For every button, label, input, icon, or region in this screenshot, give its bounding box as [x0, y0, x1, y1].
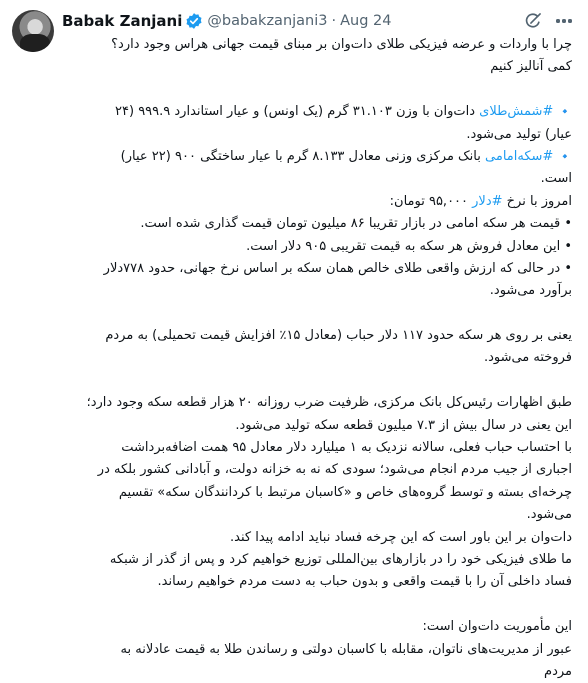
avatar[interactable]	[12, 10, 54, 52]
text-line: برآورد می‌شود.	[489, 283, 572, 299]
grok-icon[interactable]	[522, 10, 544, 32]
text-line: چرخه‌ای بسته و توسط گروه‌های خاص و «کاسبان مرتبط با کردانندگان سکه» تقسیم	[118, 484, 572, 500]
text-line: دات‌وان بر این باور است که این چرخه فساد نباید ادامه پیدا کند.	[230, 529, 572, 545]
bullet-line: • در حالی که ارزش واقعی طلای خالص همان سکه بر اساس نرخ جهانی، حدود ۷۷۸دلار	[103, 260, 572, 276]
text-line	[62, 191, 572, 213]
text-span: ۹۵,۰۰۰ تومان:	[389, 193, 473, 209]
text-line	[62, 101, 572, 123]
text-line: است.	[540, 171, 572, 187]
more-options-icon[interactable]	[552, 10, 576, 32]
text-line: این مأموریت دات‌وان است:	[422, 619, 572, 635]
text-line: با احتساب حباب فعلی، سالانه نزدیک به ۱ میلیارد دلار معادل ۹۵ همت اضافه‌برداشت	[121, 440, 572, 456]
text-line: فروخته می‌شود.	[483, 350, 572, 366]
author-name[interactable]: Babak Zanjani	[62, 12, 183, 30]
text-line: طبق اظهارات رئیس‌کل بانک مرکزی، ظرفیت ضرب روزانه ۲۰ هزار قطعه سکه وجود دارد؛	[86, 395, 572, 411]
tweet-header	[62, 10, 576, 32]
text-line: فساد داخلی آن را با قیمت واقعی و بدون حباب به دست مردم خواهیم رساند.	[157, 574, 572, 590]
text-line: ما طلای فیزیکی خود را در بازارهای بین‌المللی توزیع خواهیم کرد و پس از گذر از شبکه	[109, 551, 572, 567]
text-line	[62, 146, 572, 168]
tweet-date[interactable]: Aug 24	[340, 13, 392, 29]
text-line: اجباری از جیب مردم انجام می‌شود؛ سودی که نه به خزانه دولت، و آبادانی کشور بلکه در	[97, 462, 572, 478]
text-line: چرا با واردات و عرضه فیزیکی طلای دات‌وان بر مبنای قیمت جهانی هراس وجود دارد؟	[111, 37, 572, 52]
text-line: عیار) تولید می‌شود.	[466, 126, 572, 142]
text-line: مردم	[544, 663, 572, 679]
text-span: دات‌وان با وزن ۳۱.۱۰۳ گرم (یک اونس) و عیار استاندارد ۹۹۹.۹ (۲۴	[115, 104, 480, 120]
text-line: می‌شود.	[526, 507, 572, 523]
small-blue-diamond-icon: 🔹	[558, 149, 572, 163]
hashtag-link[interactable]: #دلار	[472, 193, 503, 209]
text-line: عبور از مدیریت‌های ناتوان، مقابله با کاسبان دولتی و رساندن طلا به قیمت عادلانه به	[120, 641, 572, 657]
hashtag-link[interactable]: #سکه‌امامی	[485, 148, 554, 164]
verified-badge-icon[interactable]	[185, 12, 203, 30]
text-line: این یعنی در سال بیش از ۷.۳ میلیون قطعه سکه تولید می‌شود.	[235, 417, 572, 433]
small-blue-diamond-icon: 🔹	[558, 105, 572, 119]
tweet-text	[62, 34, 572, 683]
text-line: یعنی بر روی هر سکه حدود ۱۱۷ دلار حباب (معادل ۱۵٪ افزایش قیمت تحمیلی) به مردم	[105, 328, 572, 344]
author-handle[interactable]: @babakzanjani3	[207, 13, 328, 29]
bullet-line: • این معادل فروش هر سکه به قیمت تقریبی ۹۰۵ دلار است.	[246, 238, 572, 254]
text-span: امروز با نرخ	[502, 193, 572, 209]
hashtag-link[interactable]: #شمش‌طلای	[479, 104, 554, 120]
text-span: بانک مرکزی وزنی معادل ۸.۱۳۳ گرم با عیار ساختگی ۹۰۰ (۲۲ عیار)	[120, 148, 486, 164]
text-line: کمی آنالیز کنیم	[490, 59, 572, 75]
separator-dot: ·	[331, 13, 337, 29]
bullet-line: • قیمت هر سکه امامی در بازار تقریبا ۸۶ میلیون تومان قیمت گذاری شده است.	[140, 216, 572, 232]
